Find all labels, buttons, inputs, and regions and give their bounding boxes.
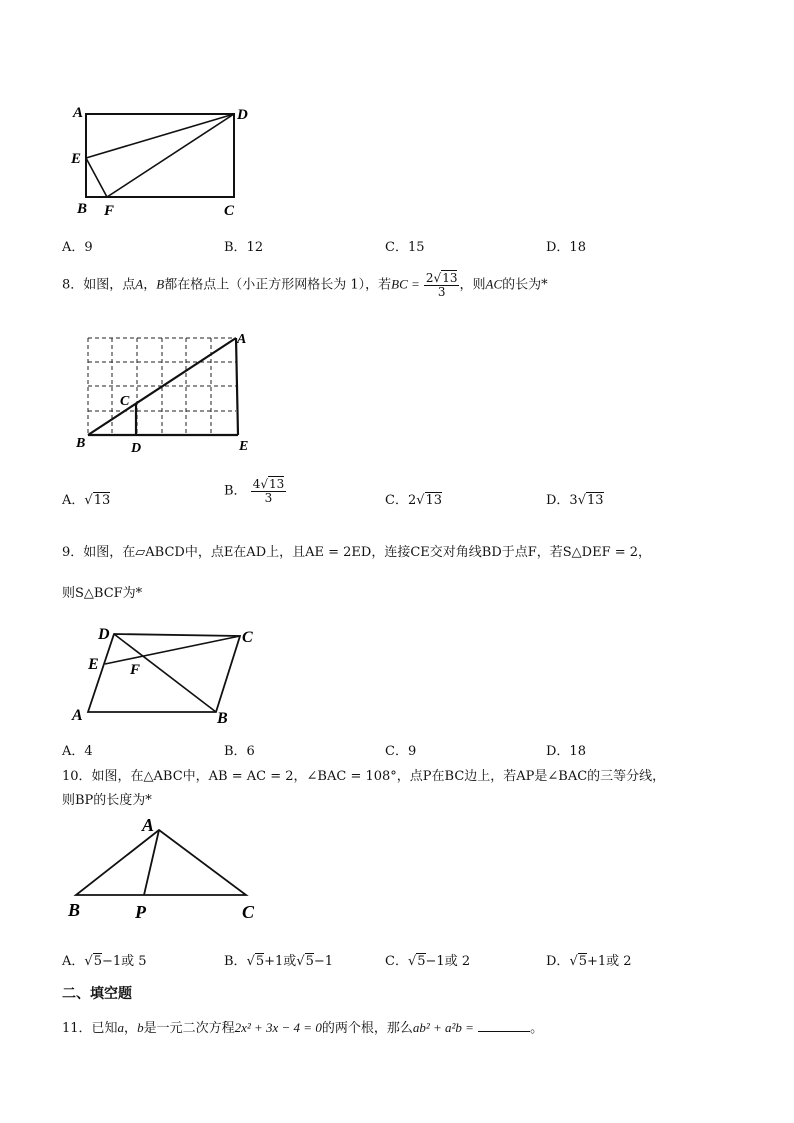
q7-label-f: F: [104, 203, 115, 219]
q8-option-b[interactable]: B． $\frac{4√13}{3}$: [224, 477, 285, 505]
q10-option-b[interactable]: B．√5+1或√5−1: [224, 954, 334, 969]
q7-label-e: E: [71, 151, 82, 167]
q9-option-d[interactable]: D．18: [546, 744, 586, 759]
q7-segment-fd: [107, 114, 234, 197]
q10-label-p: P: [135, 902, 146, 922]
q8-stem: 8．如图，点A，B都在格点上（小正方形网格长为 1），若BC = $\frac{2√13}{3}$ ，则AC的长为*: [62, 271, 548, 299]
q7-label-a: A: [73, 105, 84, 121]
q9-stem-line1: 9．如图，在▱ABCD中，点E在AD上，且AE = 2ED，连接CE交对角线BD于点F，若S△DEF = 2，: [62, 545, 652, 560]
q7-option-a[interactable]: A．9: [62, 240, 93, 255]
q7-label-c: C: [224, 203, 235, 219]
q9-option-b[interactable]: B．6: [224, 744, 255, 759]
q8-label-e: E: [239, 439, 249, 454]
q9-label-a: A: [72, 707, 83, 724]
q9-segment-ce: [105, 636, 240, 664]
q10-option-c[interactable]: C．√5−1或 2: [385, 954, 471, 969]
q8-label-c: C: [120, 394, 130, 409]
q10-label-b: B: [68, 900, 81, 920]
q7-segment-ed: [86, 114, 234, 158]
q9-parallelogram-figure: [66, 622, 266, 730]
q8-option-d[interactable]: D．3√13: [546, 493, 604, 508]
q10-label-c: C: [242, 902, 255, 922]
section-heading-fill-in: 二、填空题: [62, 986, 132, 1002]
q8-label-b: B: [76, 436, 86, 451]
q11-stem: 11．已知a，b是一元二次方程2x² + 3x − 4 = 0的两个根，那么ab² + a²b = 。: [62, 1020, 544, 1036]
q8-label-a: A: [237, 332, 247, 347]
q7-segment-ef: [86, 158, 107, 197]
q9-label-f: F: [130, 662, 141, 678]
q10-triangle: [76, 830, 246, 895]
q7-label-d: D: [237, 107, 248, 123]
q7-option-d[interactable]: D．18: [546, 240, 586, 255]
q7-rectangle: [86, 114, 234, 197]
q8-option-c[interactable]: C．2√13: [385, 493, 443, 508]
q10-option-d[interactable]: D．√5+1或 2: [546, 954, 632, 969]
q7-figure: [66, 100, 266, 225]
q7-label-b: B: [77, 201, 88, 217]
q10-stem-line2: 则BP的长度为*: [62, 793, 152, 808]
q10-triangle-figure: [62, 812, 272, 924]
q10-stem-line1: 10．如图，在△ABC中，AB = AC = 2，∠BAC = 108°，点P在BC边上，若AP是∠BAC的三等分线，: [62, 769, 666, 784]
q11-answer-blank[interactable]: [478, 1019, 530, 1032]
q7-option-c[interactable]: C．15: [385, 240, 425, 255]
q8-fraction: $\frac{2√13}{3}$: [425, 271, 458, 299]
q9-stem-line2: 则S△BCF为*: [62, 586, 143, 601]
q10-option-a[interactable]: A．√5−1或 5: [62, 954, 147, 969]
q8-grid-figure: [72, 330, 257, 455]
q7-option-b[interactable]: B．12: [224, 240, 264, 255]
q8-segment-ae: [236, 338, 238, 435]
q8-label-d: D: [131, 441, 142, 455]
q9-label-e: E: [88, 656, 99, 673]
q9-option-c[interactable]: C．9: [385, 744, 417, 759]
q9-label-b: B: [217, 710, 228, 727]
q9-option-a[interactable]: A．4: [62, 744, 93, 759]
q9-label-d: D: [98, 626, 110, 643]
q10-label-a: A: [142, 815, 155, 835]
q8-option-a[interactable]: A．√13: [62, 493, 111, 508]
q9-label-c: C: [242, 629, 253, 646]
